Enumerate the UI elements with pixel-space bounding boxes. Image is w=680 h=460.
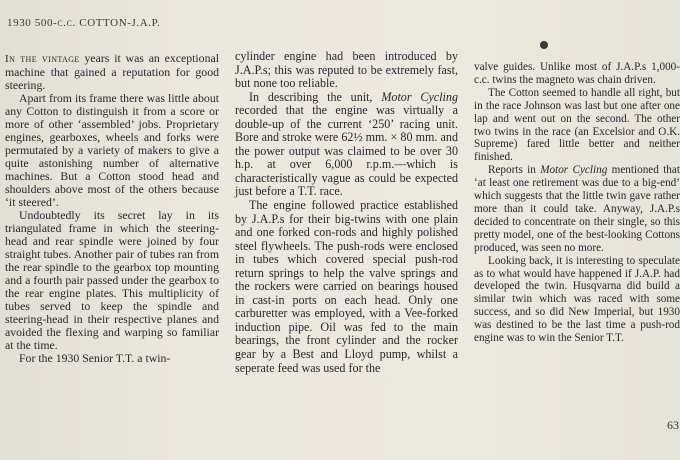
paragraph — [235, 91, 458, 199]
paragraph — [474, 164, 680, 254]
paragraph — [5, 52, 219, 92]
paragraph: valve guides. Unlike most of J.A.P.s 1,000-c.c. twins the magneto was chain driven. — [474, 61, 680, 86]
lead-in-small-caps: In the vintage — [5, 53, 80, 65]
paragraph: The Cotton seemed to handle all right, but in the race Johnson was last but one after one lap and went out on the second. The other two twins in the race (an Excelsior and O.K. Supreme) fared little better and neither finished. — [474, 86, 680, 164]
text-column-1 — [5, 52, 219, 365]
bullet-mark — [540, 41, 548, 49]
paragraph-text: Reports in — [488, 164, 541, 177]
header-cc: c.c. — [57, 17, 76, 29]
paragraph-text: recorded that the engine was virtually a double-up of the current ‘250’ racing unit. Bore and stroke were 62½ mm. × 80 mm. and the power output was claimed to be over 30 h.p. at over 6,000 r.p.m.—which is characteristically vague as could be expected just before a T.T. race. — [235, 103, 458, 199]
paragraph: For the 1930 Senior T.T. a twin- — [19, 351, 171, 365]
header-make: COTTON-J.A.P. — [75, 17, 161, 29]
paragraph: cylinder engine had been introduced by J.A.P.s; this was reputed to be extremely fast, but none too reliable. — [235, 49, 458, 91]
magazine-title: Motor Cycling — [381, 89, 458, 104]
paragraph: Looking back, it is interesting to speculate as to what would have happened if J.A.P. had developed the twin. Husqvarna did build a similar twin which was raced with some success, and so did New Imperial, but 1930 was destined to be the last time a push-rod engine was to win the Senior T.T. — [474, 254, 680, 345]
header-year: 1930 — [7, 17, 32, 29]
paragraph-text: In describing the unit, — [249, 89, 382, 104]
paragraph: The engine followed practice established by J.A.P.s for their big-twins with one plain and one forked con-rods and highly polished steel flywheels. The push-rods were enclosed in tubes which covered special push-rod return springs to help the valve springs and the rockers were carried on bearings housed in cast-in ports on each head. Only one carburetter was employed, with a Vee-forked induction pipe. Oil was fed to the main bearings, the front cylinder and the rocker gear by a Best and Lloyd pump, whilst a seperate feed was used for the — [235, 198, 458, 375]
running-header — [7, 17, 161, 29]
paragraph-text: mentioned that ‘at least one retirement was due to a big-end’ which suggests that the little twin gave rather more than it could take. Anyway, J.A.P.s decided to concentrate on their single, so this pretty model, one of the best-looking Cottons produced, was seen no more. — [474, 164, 680, 254]
header-capacity: 500- — [31, 17, 58, 29]
page-number: 63 — [667, 418, 679, 432]
paragraph: Undoubtedly its secret lay in its triangulated frame in which the steering-head and rear spindle were joined by four straight tubes. Another pair of tubes ran from the rear spindle to the gearbox top mounting and a fourth pair passed under the gearbox to the rear engine plates. This multiplicity of tubes served to keep the spindle and steering-head in their respective planes and avoided the flexing and warping so familiar at the time. — [5, 208, 219, 352]
paragraph: Apart from its frame there was little about any Cotton to distinguish it from a score or more of other ‘assembled’ jobs. Proprietary engines, gearboxes, wheels and forks were permutated by a variety of makers to give a quite astonishing number of alternative machines. But a Cotton stood head and shoulders above most of the others because ‘it steered’. — [5, 91, 219, 209]
magazine-title: Motor Cycling — [540, 164, 608, 177]
paragraph-text: years it was an exceptional machine that gained a reputation for good steering. — [5, 51, 219, 92]
text-column-3 — [474, 61, 680, 345]
text-column-2 — [235, 50, 458, 375]
